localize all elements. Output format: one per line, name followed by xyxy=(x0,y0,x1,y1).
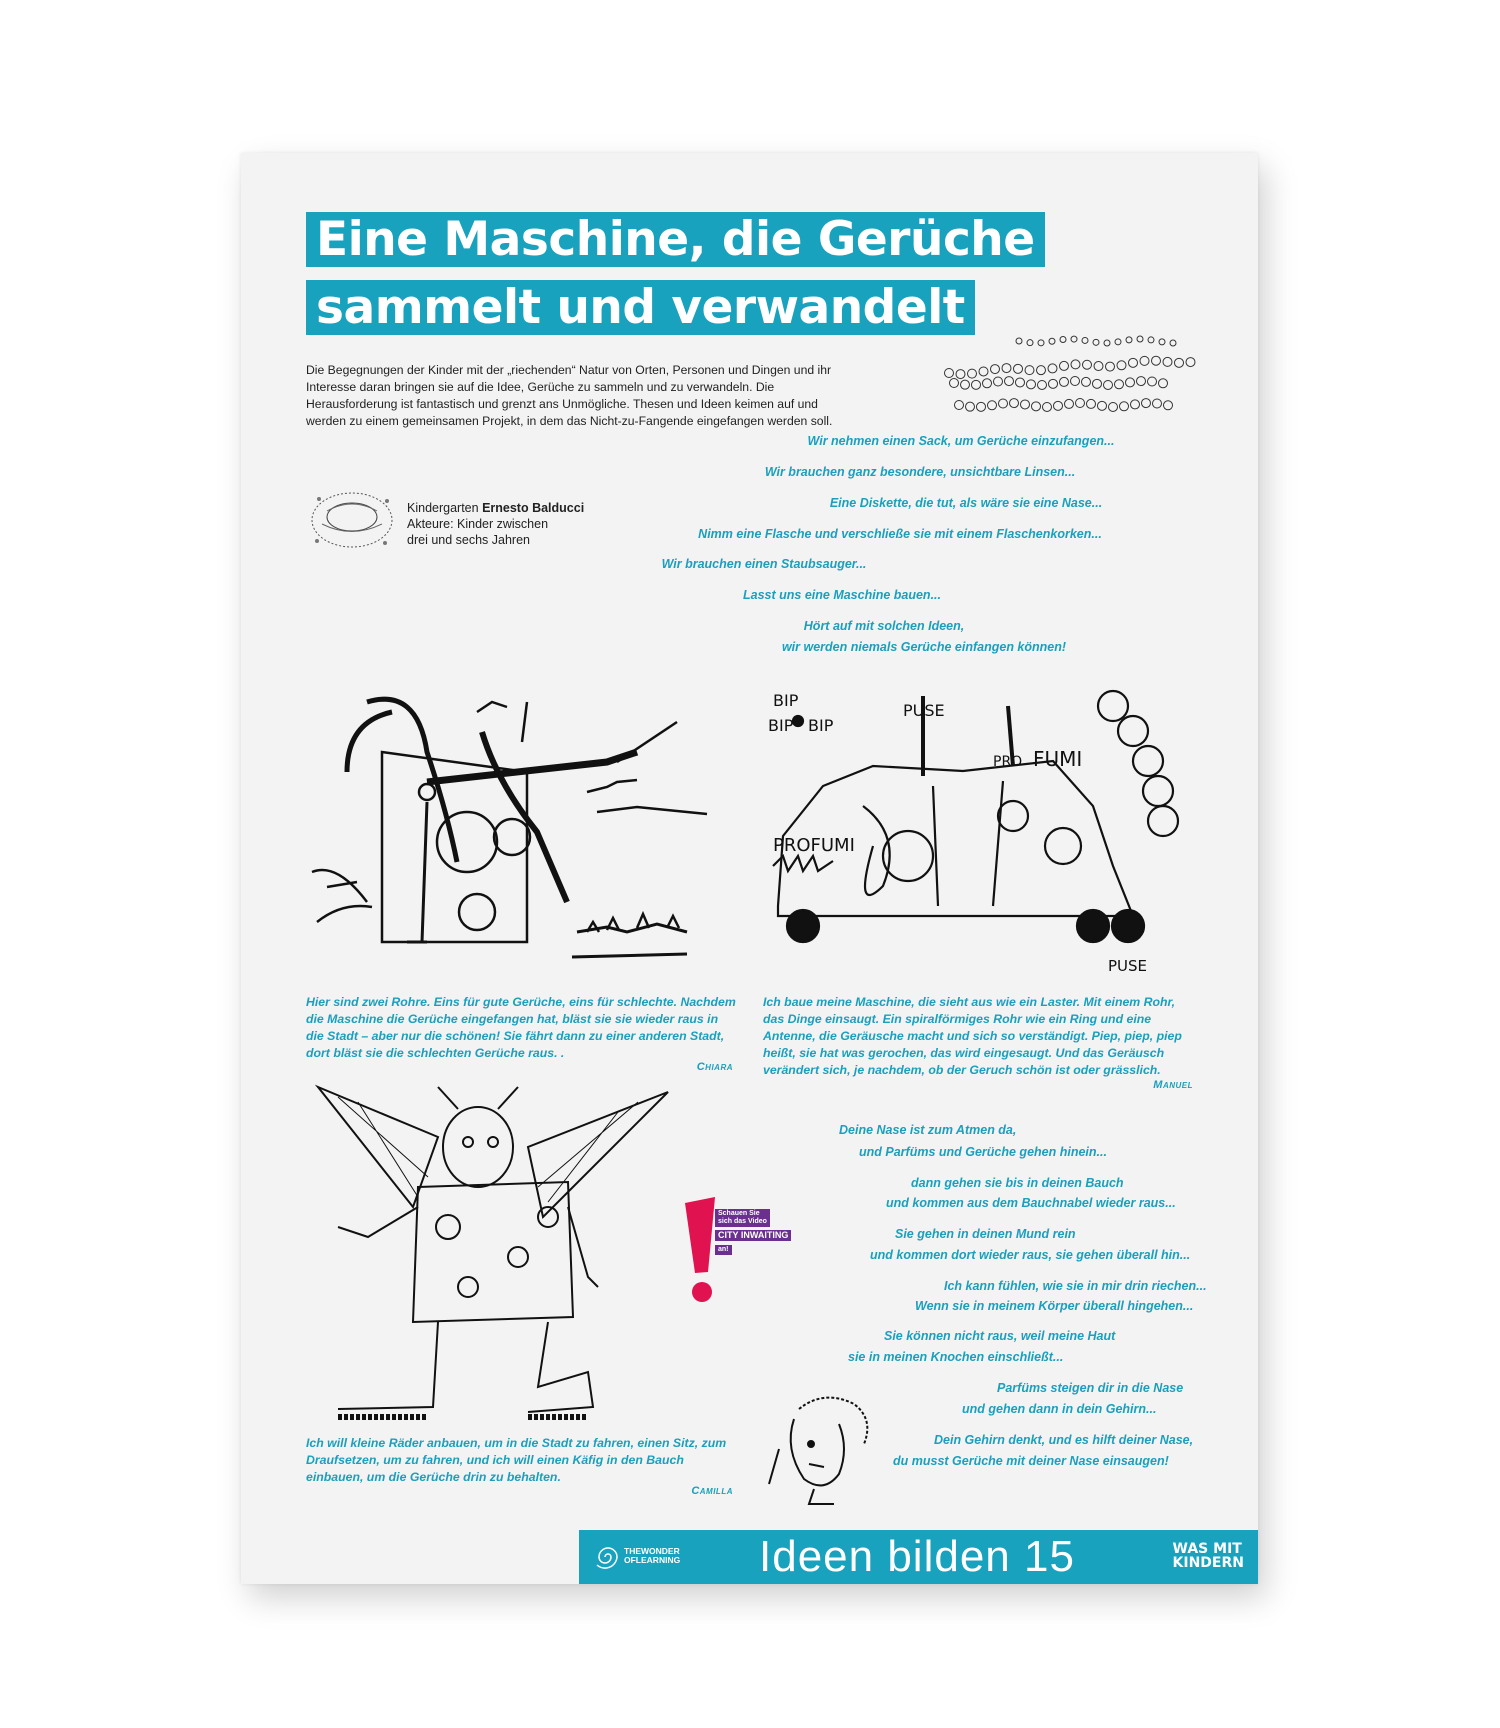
scribble-dot xyxy=(1037,366,1046,375)
poem-line: Wenn sie in meinem Körper überall hingehen... xyxy=(915,1299,1194,1313)
scribble-dot xyxy=(1131,400,1140,409)
poster-page xyxy=(241,153,1258,1584)
scribble-dot xyxy=(1106,362,1115,371)
scribble-dot xyxy=(1054,401,1063,410)
scribble-dot xyxy=(1071,377,1080,386)
label-profumi: PROFUMI xyxy=(773,835,855,856)
scribble-dot xyxy=(1094,362,1103,371)
poem-line: und kommen aus dem Bauchnabel wieder raus... xyxy=(886,1196,1176,1210)
label-fumi: FUMI xyxy=(1033,747,1083,771)
scribble-dot xyxy=(1060,361,1069,370)
callout-line-3: an! xyxy=(715,1245,732,1255)
caption-manuel: Ich baue meine Maschine, die sieht aus wie ein Laster. Mit einem Rohr, das Dinge einsaugt. Ein spiralförmiges Rohr wie ein Ring und eine Antenne, die Geräusche macht und sich so verständigt. Piep, piep, piep heißt, sie hat was gerochen, das wird eingesaugt. Und das Geräusch verändert sich, je nachdem, ob der Geruch schön ist oder grässlich. xyxy=(763,995,1182,1077)
scribble-dot xyxy=(999,399,1008,408)
scribble-dot xyxy=(1082,377,1091,386)
scribble-dot xyxy=(972,380,981,389)
scribble-dot xyxy=(1152,356,1161,365)
callout-line-2: sich das Video xyxy=(718,1218,767,1225)
scribble-dot xyxy=(991,365,1000,374)
scribble-dot xyxy=(1164,401,1173,410)
kindergarten-prefix: Kindergarten xyxy=(407,501,483,515)
scribble-dot xyxy=(1027,380,1036,389)
scribble-dot xyxy=(1186,358,1195,367)
label-pro: PRO xyxy=(993,754,1023,770)
scribble-dot xyxy=(1093,339,1099,345)
scribble-dots-drawing xyxy=(939,333,1194,428)
scribble-dot xyxy=(1032,402,1041,411)
scribble-dot xyxy=(1060,377,1069,386)
scribble-dot xyxy=(1065,399,1074,408)
scribble-dot xyxy=(1076,399,1085,408)
kindergarten-info xyxy=(407,500,584,548)
scribble-dot xyxy=(1126,337,1132,343)
scribble-dot xyxy=(977,402,986,411)
child-face-drawing xyxy=(769,1389,879,1504)
kindergarten-ages: drei und sechs Jahren xyxy=(407,533,530,547)
logo-text-line: OFLEARNING xyxy=(624,1555,681,1565)
poem-line: Sie gehen in deinen Mund rein xyxy=(895,1227,1076,1241)
scribble-dot xyxy=(1148,337,1154,343)
footer-bar xyxy=(579,1530,1258,1584)
scribble-dot xyxy=(1098,401,1107,410)
scribble-dot xyxy=(1005,377,1014,386)
scribble-dot xyxy=(1104,380,1113,389)
scribble-dot xyxy=(956,370,965,379)
author-camilla: Camilla xyxy=(691,1485,733,1497)
scribble-dot xyxy=(1038,380,1047,389)
poem-line: Ich kann fühlen, wie sie in mir drin riechen... xyxy=(944,1279,1207,1293)
callout-video-title[interactable]: CITY INWAITING xyxy=(715,1230,791,1241)
title-line-2: sammelt und verwandelt xyxy=(306,280,975,335)
footer-title: Ideen bilden 15 xyxy=(759,1532,1075,1581)
scribble-dot xyxy=(1137,336,1143,342)
quote: Wir brauchen einen Staubsauger... xyxy=(661,557,867,571)
label-puse: PUSE xyxy=(1108,957,1148,975)
kindergarten-logo-drawing xyxy=(307,489,397,552)
quote: Nimm eine Flasche und verschließe sie mit einem Flaschenkorken... xyxy=(698,527,1102,541)
scribble-dot xyxy=(1010,399,1019,408)
scribble-dot xyxy=(1117,361,1126,370)
scribble-dot xyxy=(1014,364,1023,373)
caption-chiara: Hier sind zwei Rohre. Eins für gute Gerüche, eins für schlechte. Nachdem die Maschine die Gerüche eingefangen hat, bläst sie sie wieder raus in die Stadt – aber nur die schönen! Sie fährt dann zu einer anderen Stadt, dort bläst sie die schlechten Gerüche raus. . xyxy=(306,995,736,1060)
poem-line: und gehen dann in dein Gehirn... xyxy=(962,1402,1157,1416)
camilla-creature-drawing xyxy=(318,1087,670,1427)
scribble-dot xyxy=(1104,340,1110,346)
quote: Wir nehmen einen Sack, um Gerüche einzufangen... xyxy=(807,434,1115,448)
label-bip: BIP xyxy=(808,716,834,735)
author-manuel: Manuel xyxy=(1153,1079,1193,1091)
chiara-machine-drawing xyxy=(307,692,733,977)
scribble-dot xyxy=(1163,357,1172,366)
logo-text-line: KINDERN xyxy=(1172,1555,1244,1571)
video-callout[interactable] xyxy=(683,1197,803,1309)
scribble-dot xyxy=(1159,379,1168,388)
quote: Lasst uns eine Maschine bauen... xyxy=(743,588,941,602)
scribble-dot xyxy=(983,379,992,388)
scribble-dot xyxy=(1083,360,1092,369)
poem-line: dann gehen sie bis in deinen Bauch xyxy=(911,1176,1124,1190)
scribble-dot xyxy=(1038,340,1044,346)
scribble-dot xyxy=(1025,366,1034,375)
scribble-dot xyxy=(1129,358,1138,367)
scribble-dot xyxy=(1060,336,1066,342)
kindergarten-actors: Akteure: Kinder zwischen xyxy=(407,517,549,531)
scribble-dot xyxy=(1120,402,1129,411)
scribble-dot xyxy=(955,401,964,410)
scribble-dot xyxy=(968,369,977,378)
scribble-dot xyxy=(1071,336,1077,342)
scribble-dot xyxy=(1082,337,1088,343)
quote: Hört auf mit solchen Ideen, xyxy=(803,619,965,633)
scribble-dot xyxy=(1071,360,1080,369)
scribble-dot xyxy=(1002,364,1011,373)
poem-line: Parfüms steigen dir in die Nase xyxy=(997,1381,1184,1395)
scribble-dot xyxy=(1148,377,1157,386)
intro-paragraph: Die Begegnungen der Kinder mit der „riechenden“ Natur von Orten, Personen und Dingen und ihr Interesse daran bringen sie auf die Idee, Gerüche zu sammeln und zu verwandeln. Die Herausforderung ist fantastisch und grenzt ans Unmögliche. Thesen und Ideen keimen auf und werden zu einem gemeinsamen Projekt, in dem das Nicht-zu-Fangende eingefangen werden soll. xyxy=(306,363,833,428)
logo-text-line: THEWONDER xyxy=(624,1546,680,1556)
scribble-dot xyxy=(1021,400,1030,409)
quote: wir werden niemals Gerüche einfangen können! xyxy=(781,640,1067,654)
caption-camilla: Ich will kleine Räder anbauen, um in die Stadt zu fahren, einen Sitz, zum Draufsetzen, um zu fahren, und ich will einen Käfig in den Bauch einbauen, um die Gerüche drin zu behalten. xyxy=(306,1436,727,1484)
manuel-truck-drawing xyxy=(763,686,1193,983)
scribble-dot xyxy=(979,367,988,376)
scribble-dot xyxy=(1126,378,1135,387)
scribble-dot xyxy=(1170,340,1176,346)
label-puse: PUSE xyxy=(903,701,945,720)
kindergarten-name: Ernesto Balducci xyxy=(482,501,585,515)
was-mit-kindern-logo xyxy=(1173,1542,1244,1570)
title-line-1: Eine Maschine, die Gerüche xyxy=(306,212,1045,267)
scribble-dot xyxy=(961,380,970,389)
poem-line: und Parfüms und Gerüche gehen hinein... xyxy=(859,1145,1107,1159)
poem-line: Sie können nicht raus, weil meine Haut xyxy=(884,1329,1116,1343)
poem-line: und kommen dort wieder raus, sie gehen überall hin... xyxy=(870,1248,1191,1262)
scribble-dot xyxy=(1048,364,1057,373)
scribble-dot xyxy=(1109,402,1118,411)
scribble-dot xyxy=(966,402,975,411)
scribble-dot xyxy=(1140,356,1149,365)
scribble-dot xyxy=(1159,339,1165,345)
author-chiara: Chiara xyxy=(696,1061,733,1073)
poem-line: du musst Gerüche mit deiner Nase einsaugen! xyxy=(893,1454,1169,1468)
scribble-dot xyxy=(1093,379,1102,388)
scribble-dot xyxy=(945,369,954,378)
scribble-dot xyxy=(1027,340,1033,346)
scribble-dot xyxy=(1049,379,1058,388)
scribble-dot xyxy=(1153,399,1162,408)
scribble-dot xyxy=(950,379,959,388)
logo-text-line: WAS MIT xyxy=(1172,1541,1242,1557)
wonder-of-learning-logo xyxy=(624,1547,680,1565)
poem-line: sie in meinen Knochen einschließt... xyxy=(848,1350,1064,1364)
callout-line-1: Schauen Sie xyxy=(718,1210,760,1217)
scribble-dot xyxy=(1016,338,1022,344)
scribble-dot xyxy=(988,401,997,410)
scribble-dot xyxy=(1087,399,1096,408)
scribble-dot xyxy=(1115,339,1121,345)
scribble-dot xyxy=(1142,399,1151,408)
scribble-dot xyxy=(1115,380,1124,389)
poem-line: Deine Nase ist zum Atmen da, xyxy=(839,1123,1017,1137)
scribble-dot xyxy=(1016,378,1025,387)
scribble-dot xyxy=(1049,338,1055,344)
scribble-dot xyxy=(1043,402,1052,411)
scribble-dot xyxy=(994,377,1003,386)
label-bip: BIP xyxy=(773,691,799,710)
poem-line: Dein Gehirn denkt, und es hilft deiner Nase, xyxy=(934,1433,1194,1447)
quote: Wir brauchen ganz besondere, unsichtbare Linsen... xyxy=(764,465,1076,479)
wonder-of-learning-logo-icon xyxy=(593,1542,623,1572)
label-bip: BIP xyxy=(768,716,794,735)
quote: Eine Diskette, die tut, als wäre sie eine Nase... xyxy=(829,496,1103,510)
scribble-dot xyxy=(1137,377,1146,386)
scribble-dot xyxy=(1175,358,1184,367)
